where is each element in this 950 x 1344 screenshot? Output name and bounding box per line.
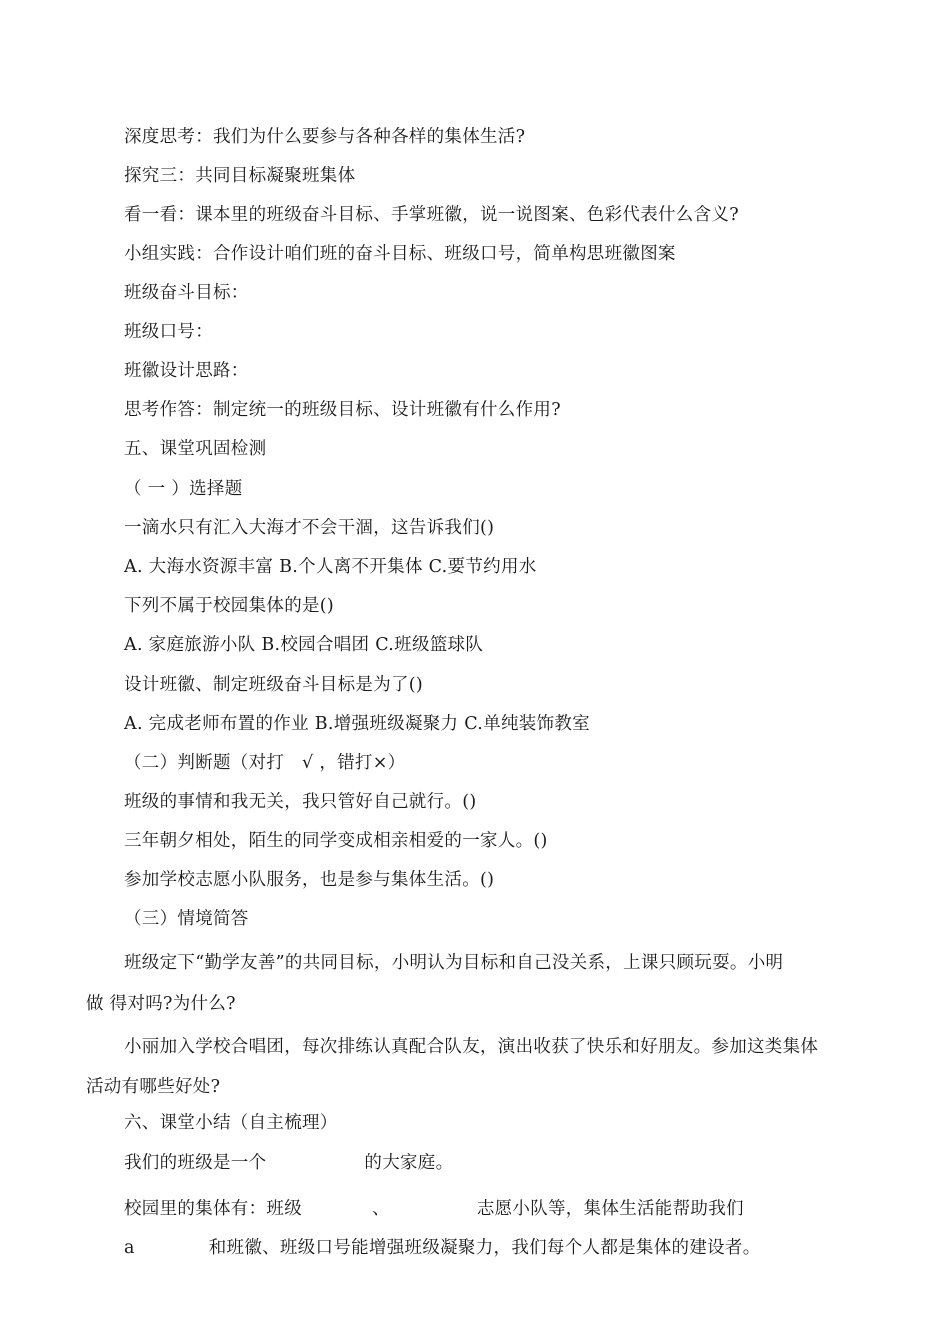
summary-line <box>124 1151 453 1175</box>
section-heading: 五、课堂巩固检测 <box>124 439 267 459</box>
question: 班级的事情和我无关，我只管好自己就行。() <box>124 792 477 812</box>
text-line: 深度思考：我们为什么要参与各种各样的集体生活? <box>124 127 526 147</box>
section-heading: 六、课堂小结（自主梳理） <box>124 1113 338 1133</box>
options: A. 家庭旅游小队 B.校园合唱团 C.班级篮球队 <box>124 635 484 655</box>
subsection-heading: （二）判断题（对打 √ ，错打×） <box>124 753 406 773</box>
section-heading: 探究三：共同目标凝聚班集体 <box>124 166 356 186</box>
question: 三年朝夕相处，陌生的同学变成相亲相爱的一家人。() <box>124 831 548 851</box>
text-line: 班级口号： <box>124 322 213 342</box>
text-line: 班级奋斗目标： <box>124 283 249 303</box>
question-continuation: 活动有哪些好处? <box>86 1077 221 1097</box>
text-line: 看一看：课本里的班级奋斗目标、手掌班徽，说一说图案、色彩代表什么含义? <box>124 205 739 225</box>
summary-text: 和班徽、班级口号能增强班级凝聚力，我们每个人都是集体的建设者。 <box>208 1238 761 1258</box>
question: 班级定下“勤学友善”的共同目标，小明认为目标和自己没关系，上课只顾玩耍。小明 <box>124 953 784 973</box>
question: 小丽加入学校合唱团，每次排练认真配合队友，演出收获了快乐和好朋友。参加这类集体 <box>124 1037 819 1057</box>
question: 设计班徽、制定班级奋斗目标是为了() <box>124 675 424 695</box>
options: A. 完成老师布置的作业 B.增强班级凝聚力 C.单纯装饰教室 <box>124 714 590 734</box>
question: 一滴水只有汇入大海才不会干涸，这告诉我们() <box>124 518 495 538</box>
summary-text: a <box>124 1238 135 1258</box>
question-continuation: 做 得对吗?为什么? <box>86 994 236 1014</box>
summary-line <box>124 1236 761 1260</box>
summary-text: 校园里的集体有：班级 <box>124 1199 302 1219</box>
text-line: 班徽设计思路： <box>124 361 249 381</box>
options: A. 大海水资源丰富 B.个人离不开集体 C.要节约用水 <box>124 557 537 577</box>
summary-text: 我们的班级是一个 <box>124 1153 267 1173</box>
summary-text: 、 <box>372 1199 390 1219</box>
summary-text: 的大家庭。 <box>364 1153 454 1173</box>
subsection-heading: （三）情境简答 <box>124 909 249 929</box>
text-line: 小组实践：合作设计咱们班的奋斗目标、班级口号，简单构思班徽图案 <box>124 244 676 264</box>
question: 下列不属于校园集体的是() <box>124 596 335 616</box>
question: 参加学校志愿小队服务，也是参与集体生活。() <box>124 870 495 890</box>
summary-text: 志愿小队等，集体生活能帮助我们 <box>476 1199 744 1219</box>
text-line: 思考作答：制定统一的班级目标、设计班徽有什么作用? <box>124 400 561 420</box>
subsection-heading: （ 一 ）选择题 <box>124 479 243 499</box>
summary-line <box>124 1197 744 1221</box>
